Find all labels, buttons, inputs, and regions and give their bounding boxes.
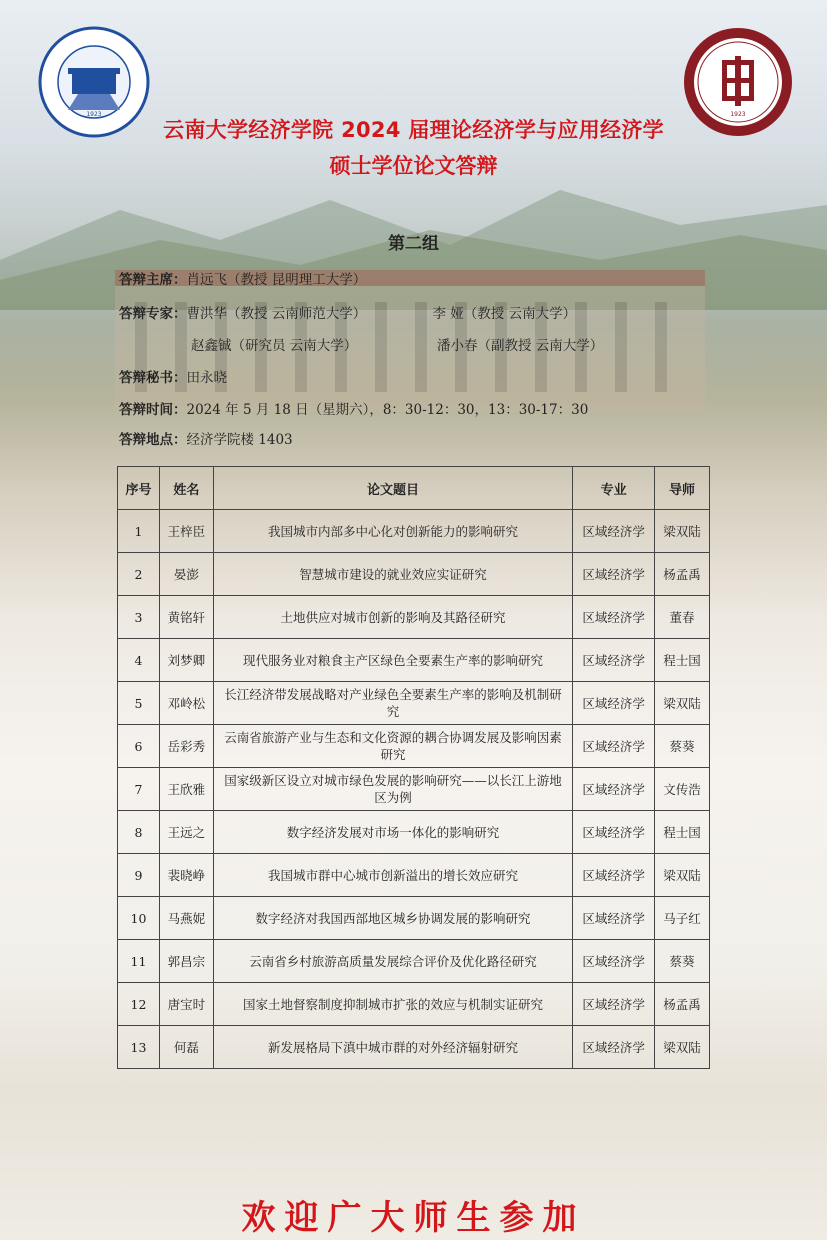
cell-advisor: 杨孟禹 — [655, 553, 710, 596]
experts-line-2 — [191, 334, 603, 354]
cell-index: 9 — [118, 854, 160, 897]
experts-line-1 — [119, 302, 576, 322]
welcome-banner: 欢迎广大师生参加 — [241, 1198, 586, 1238]
chair-label: 答辩主席： — [119, 272, 187, 288]
cell-title: 我国城市内部多中心化对创新能力的影响研究 — [213, 510, 572, 553]
cell-advisor: 文传浩 — [655, 768, 710, 811]
cell-major: 区域经济学 — [573, 983, 655, 1026]
cell-name: 晏澎 — [159, 553, 213, 596]
cell-advisor: 马子红 — [655, 897, 710, 940]
time-line — [119, 398, 588, 418]
cell-name: 郭昌宗 — [159, 940, 213, 983]
cell-advisor: 蔡葵 — [655, 940, 710, 983]
cell-major: 区域经济学 — [573, 639, 655, 682]
group-title: 第二组 — [388, 234, 439, 254]
cell-index: 4 — [118, 639, 160, 682]
cell-name: 邓岭松 — [159, 682, 213, 725]
secretary-label: 答辩秘书： — [119, 370, 187, 386]
cell-index: 13 — [118, 1026, 160, 1069]
cell-name: 刘梦卿 — [159, 639, 213, 682]
place-label: 答辩地点： — [119, 432, 187, 448]
cell-index: 3 — [118, 596, 160, 639]
cell-major: 区域经济学 — [573, 897, 655, 940]
cell-title: 数字经济发展对市场一体化的影响研究 — [213, 811, 572, 854]
cell-advisor: 梁双陆 — [655, 682, 710, 725]
place-value: 经济学院楼 1403 — [186, 432, 293, 448]
cell-name: 马燕妮 — [159, 897, 213, 940]
table-header-row — [118, 467, 710, 510]
cell-index: 5 — [118, 682, 160, 725]
thesis-defense-table — [117, 466, 710, 1069]
table-row — [118, 553, 710, 596]
cell-name: 黄铭轩 — [159, 596, 213, 639]
table-row — [118, 1026, 710, 1069]
cell-advisor: 蔡葵 — [655, 725, 710, 768]
cell-index: 1 — [118, 510, 160, 553]
cell-major: 区域经济学 — [573, 768, 655, 811]
cell-major: 区域经济学 — [573, 682, 655, 725]
table-row — [118, 983, 710, 1026]
cell-index: 8 — [118, 811, 160, 854]
cell-title: 新发展格局下滇中城市群的对外经济辐射研究 — [213, 1026, 572, 1069]
svg-text:1923: 1923 — [730, 111, 746, 118]
expert-4: 潘小春（副教授 云南大学） — [437, 338, 604, 354]
cell-title: 数字经济对我国西部地区城乡协调发展的影响研究 — [213, 897, 572, 940]
table-row — [118, 596, 710, 639]
page-title-line1: 云南大学经济学院 2024 届理论经济学与应用经济学 — [163, 118, 664, 142]
cell-major: 区域经济学 — [573, 725, 655, 768]
cell-advisor: 梁双陆 — [655, 1026, 710, 1069]
expert-1: 曹洪华（教授 云南师范大学） — [186, 306, 367, 322]
table-row — [118, 682, 710, 725]
secretary-value: 田永晓 — [186, 370, 227, 386]
expert-2: 李 娅（教授 云南大学） — [432, 306, 577, 322]
cell-major: 区域经济学 — [573, 940, 655, 983]
cell-title: 云南省旅游产业与生态和文化资源的耦合协调发展及影响因素研究 — [213, 725, 572, 768]
cell-name: 王梓臣 — [159, 510, 213, 553]
cell-major: 区域经济学 — [573, 854, 655, 897]
table-row — [118, 510, 710, 553]
cell-title: 我国城市群中心城市创新溢出的增长效应研究 — [213, 854, 572, 897]
cell-index: 2 — [118, 553, 160, 596]
cell-index: 12 — [118, 983, 160, 1026]
time-value: 2024 年 5 月 18 日（星期六），8：30-12：30，13：30-17：30 — [186, 402, 589, 418]
header-major: 专业 — [573, 467, 655, 510]
table-row — [118, 897, 710, 940]
cell-title: 土地供应对城市创新的影响及其路径研究 — [213, 596, 572, 639]
cell-name: 何磊 — [159, 1026, 213, 1069]
chair-value: 肖远飞（教授 昆明理工大学） — [186, 272, 367, 288]
time-label: 答辩时间： — [119, 402, 187, 418]
table-row — [118, 768, 710, 811]
cell-major: 区域经济学 — [573, 553, 655, 596]
cell-title: 智慧城市建设的就业效应实证研究 — [213, 553, 572, 596]
cell-title: 云南省乡村旅游高质量发展综合评价及优化路径研究 — [213, 940, 572, 983]
svg-text:1923: 1923 — [86, 111, 102, 118]
cell-major: 区域经济学 — [573, 1026, 655, 1069]
secretary-line — [119, 366, 227, 386]
header-title: 论文题目 — [213, 467, 572, 510]
header-index: 序号 — [118, 467, 160, 510]
cell-advisor: 杨孟禹 — [655, 983, 710, 1026]
page-title-line2: 硕士学位论文答辩 — [329, 154, 498, 178]
cell-advisor: 程士国 — [655, 639, 710, 682]
cell-title: 长江经济带发展战略对产业绿色全要素生产率的影响及机制研究 — [213, 682, 572, 725]
cell-name: 王欣雅 — [159, 768, 213, 811]
cell-title: 现代服务业对粮食主产区绿色全要素生产率的影响研究 — [213, 639, 572, 682]
expert-3: 赵鑫铖（研究员 云南大学） — [191, 338, 358, 354]
cell-name: 裴晓峥 — [159, 854, 213, 897]
header-name: 姓名 — [159, 467, 213, 510]
cell-major: 区域经济学 — [573, 811, 655, 854]
cell-title: 国家土地督察制度抑制城市扩张的效应与机制实证研究 — [213, 983, 572, 1026]
cell-advisor: 梁双陆 — [655, 510, 710, 553]
chair-line — [119, 268, 366, 288]
cell-index: 10 — [118, 897, 160, 940]
place-line — [119, 428, 293, 448]
experts-label: 答辩专家： — [119, 306, 187, 322]
cell-index: 7 — [118, 768, 160, 811]
cell-advisor: 董春 — [655, 596, 710, 639]
table-row — [118, 725, 710, 768]
cell-major: 区域经济学 — [573, 510, 655, 553]
table-row — [118, 639, 710, 682]
table-row — [118, 940, 710, 983]
table-row — [118, 811, 710, 854]
cell-major: 区域经济学 — [573, 596, 655, 639]
header-advisor: 导师 — [655, 467, 710, 510]
cell-index: 11 — [118, 940, 160, 983]
cell-title: 国家级新区设立对城市绿色发展的影响研究——以长江上游地区为例 — [213, 768, 572, 811]
table-row — [118, 854, 710, 897]
cell-advisor: 梁双陆 — [655, 854, 710, 897]
cell-name: 王远之 — [159, 811, 213, 854]
cell-name: 唐宝时 — [159, 983, 213, 1026]
cell-advisor: 程士国 — [655, 811, 710, 854]
cell-index: 6 — [118, 725, 160, 768]
cell-name: 岳彩秀 — [159, 725, 213, 768]
